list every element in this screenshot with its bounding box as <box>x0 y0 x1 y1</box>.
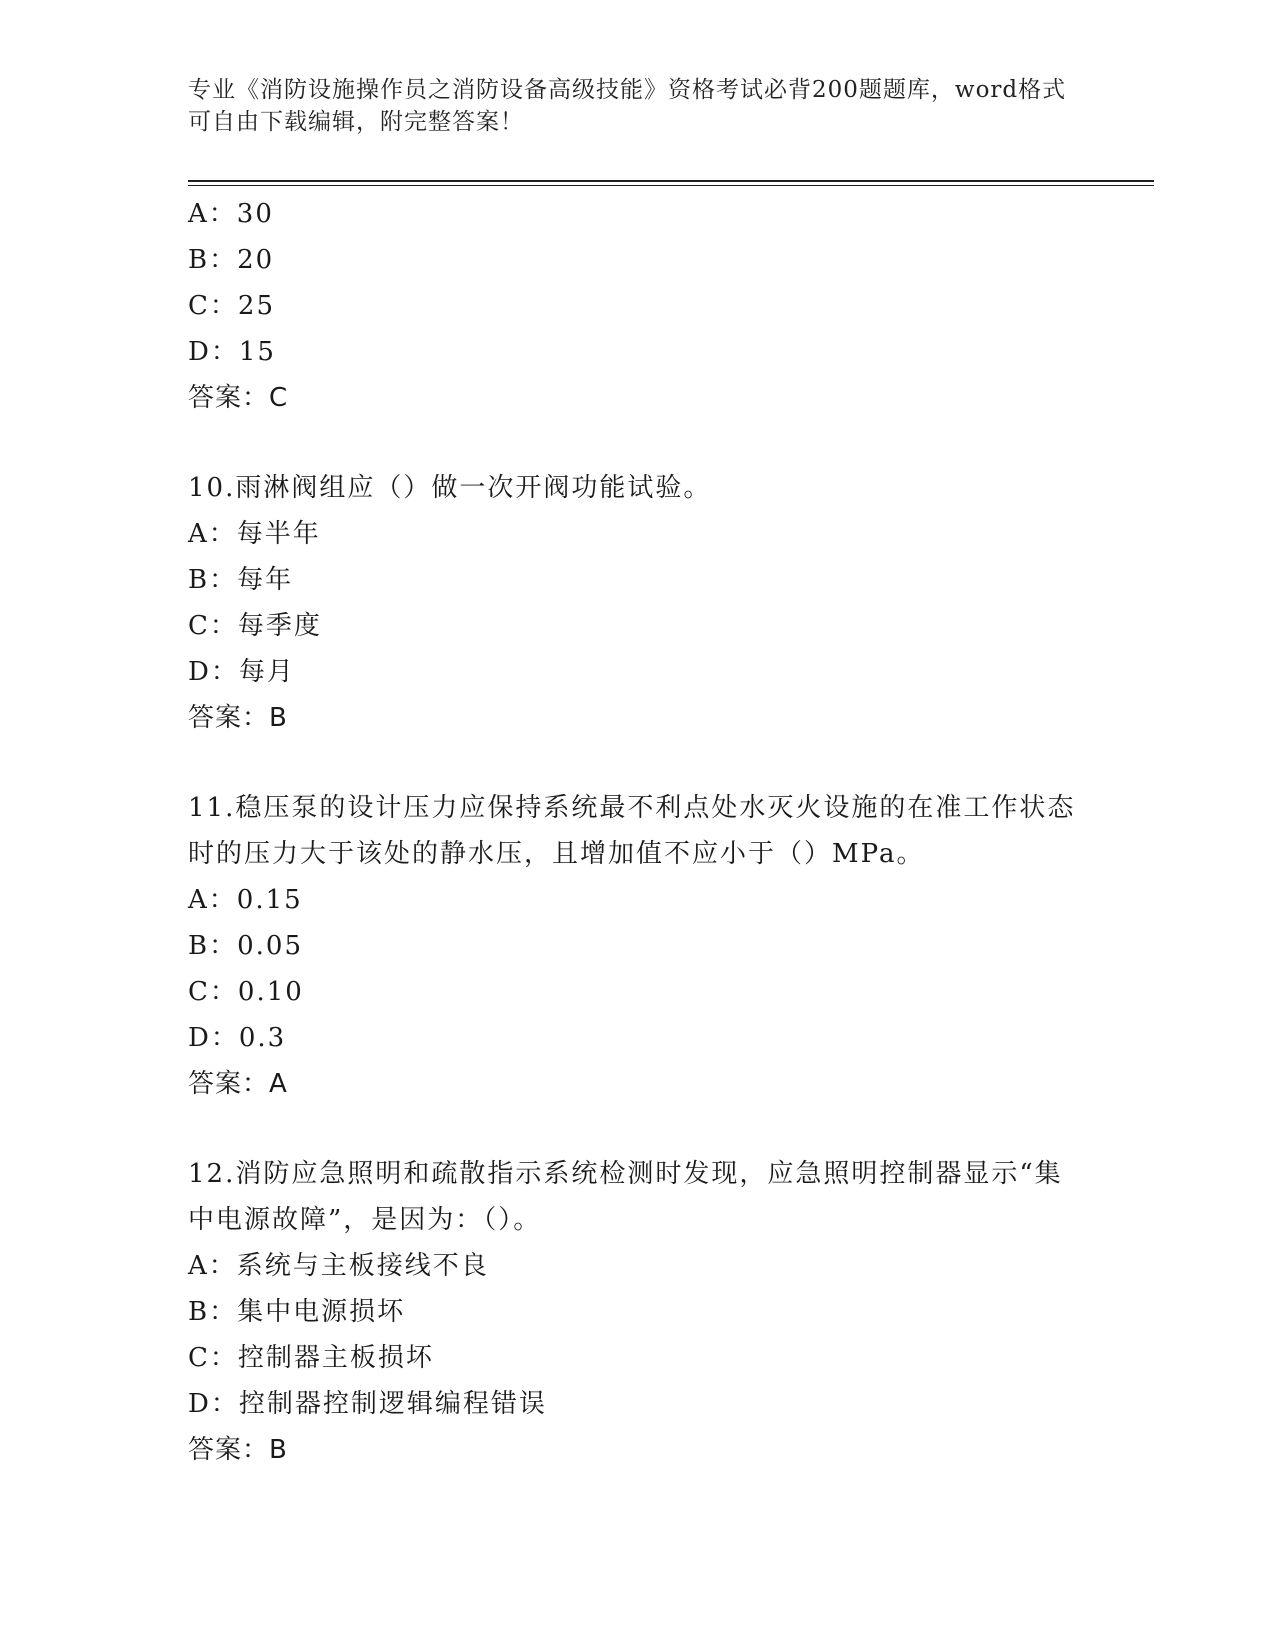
document-header: 专业《消防设施操作员之消防设备高级技能》资格考试必背200题题库，word格式可自由下载编辑，附完整答案！ <box>188 77 1067 135</box>
option-d: D：控制器控制逻辑编程错误 <box>188 1389 547 1419</box>
option-b: B：0.05 <box>188 931 303 961</box>
option-b: B：每年 <box>188 565 294 595</box>
option-a: A：每半年 <box>188 519 321 549</box>
option-b: B：集中电源损坏 <box>188 1297 406 1327</box>
answer: 答案：A <box>188 1069 288 1099</box>
option-c: C：控制器主板损坏 <box>188 1343 434 1373</box>
option-a: A：0.15 <box>188 885 303 915</box>
option-c: C：25 <box>188 291 275 321</box>
option-d: D：0.3 <box>188 1023 287 1053</box>
question-stem: 12.消防应急照明和疏散指示系统检测时发现，应急照明控制器显示“集中电源故障”，是因为：（）。 <box>188 1159 1063 1235</box>
option-d: D：15 <box>188 337 276 367</box>
option-d: D：每月 <box>188 657 295 687</box>
option-b: B：20 <box>188 245 275 275</box>
option-c: C：0.10 <box>188 977 304 1007</box>
header-rule-thin <box>188 185 1154 186</box>
question-12 <box>188 1151 1088 1473</box>
question-stem: 10.雨淋阀组应（）做一次开阀功能试验。 <box>188 473 712 503</box>
answer: 答案：B <box>188 703 288 733</box>
answer: 答案：B <box>188 1435 288 1465</box>
option-a: A：30 <box>188 199 274 229</box>
header-rule-thick <box>188 180 1154 182</box>
question-10 <box>188 465 1088 741</box>
question-stem: 11.稳压泵的设计压力应保持系统最不利点处水灭火设施的在准工作状态时的压力大于该处的静水压，且增加值不应小于（）MPa。 <box>188 793 1076 869</box>
option-a: A：系统与主板接线不良 <box>188 1251 489 1281</box>
option-c: C：每季度 <box>188 611 322 641</box>
question-list <box>188 191 1088 1473</box>
answer: 答案：C <box>188 383 289 413</box>
partial-question <box>188 191 1088 421</box>
question-11 <box>188 785 1088 1107</box>
